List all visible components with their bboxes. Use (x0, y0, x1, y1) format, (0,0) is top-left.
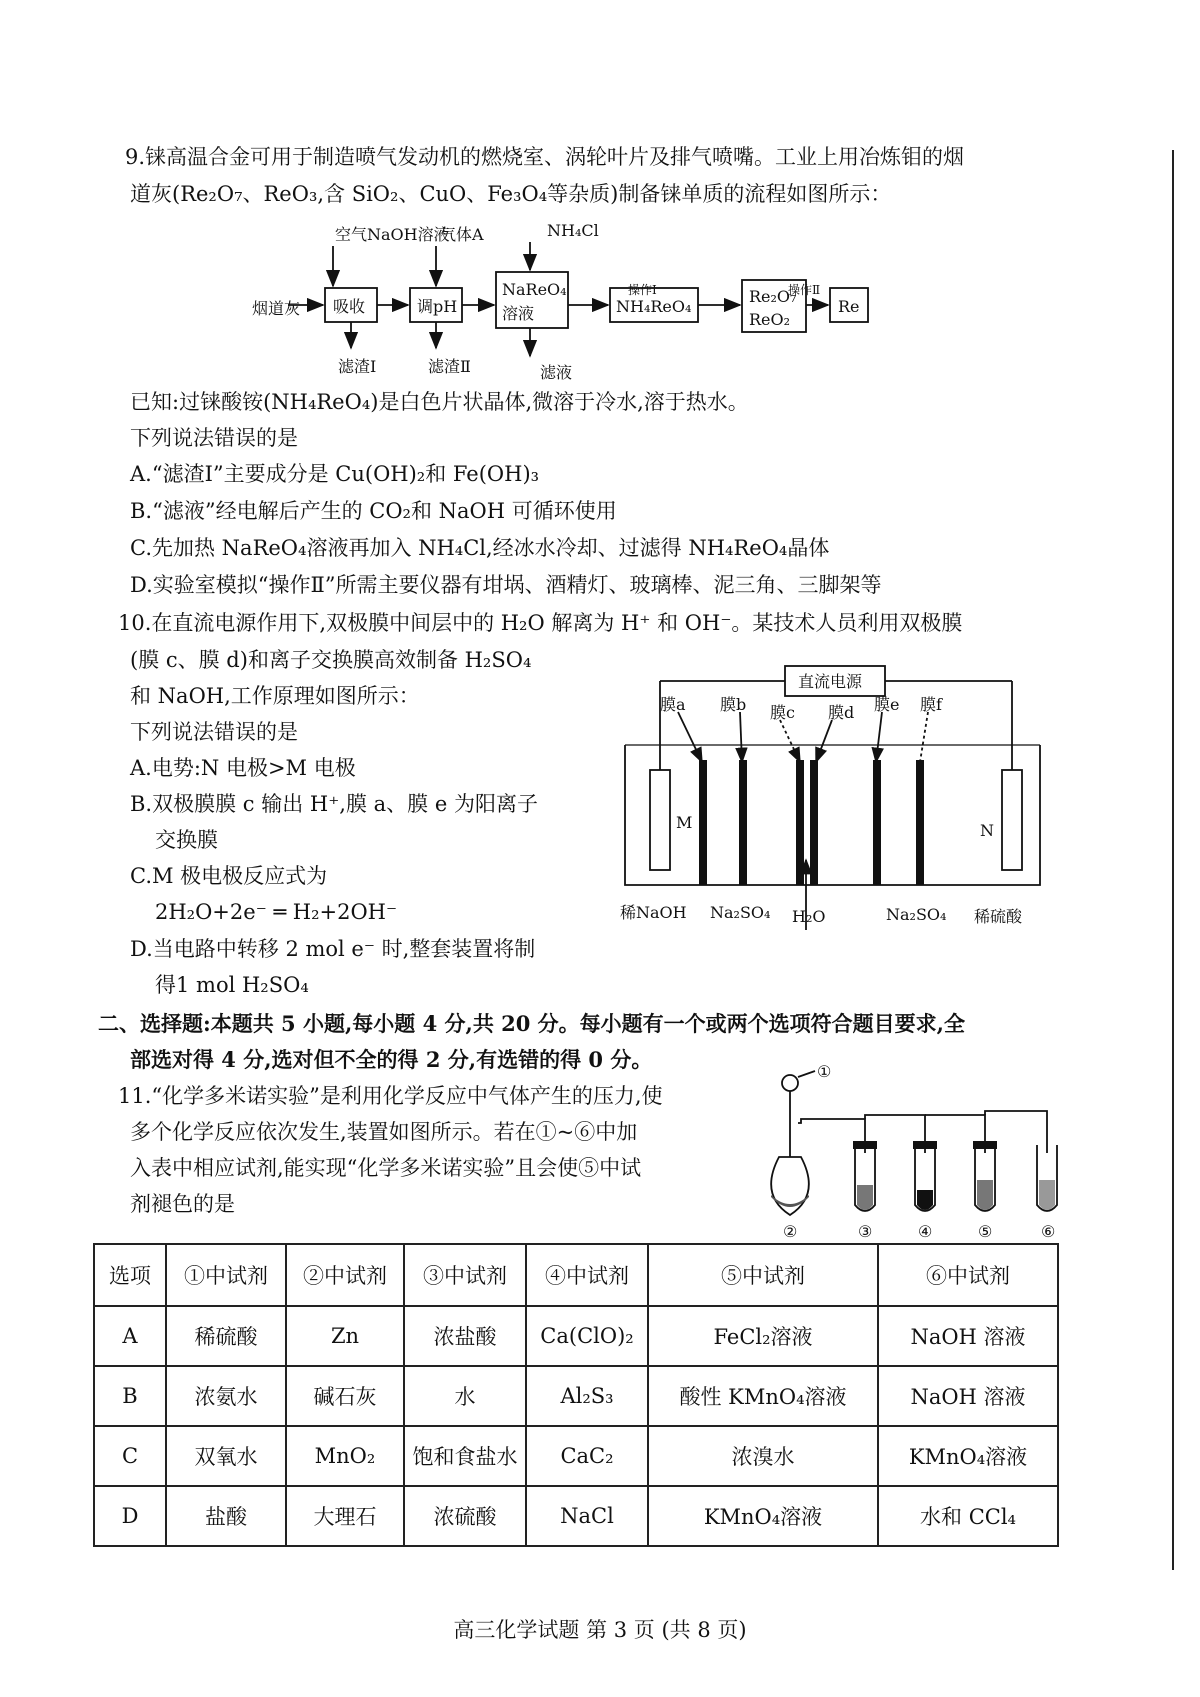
membrane-e (873, 760, 881, 885)
q9-option-d: D.实验室模拟“操作Ⅱ”所需主要仪器有坩埚、酒精灯、玻璃棒、泥三角、三脚架等 (130, 573, 882, 597)
table-header: ①中试剂 (166, 1244, 286, 1306)
flow-input-air-naoh: 空气NaOH溶液 (335, 225, 450, 244)
flow-input-nh4cl: NH₄Cl (547, 222, 599, 240)
electrode-m-label: M (676, 813, 693, 832)
table-cell: CaC₂ (526, 1426, 648, 1486)
q10-line3: 和 NaOH,工作原理如图所示： (130, 684, 420, 708)
q10-electrolysis-figure (620, 660, 1060, 980)
membrane-b (739, 760, 747, 885)
q11-line4: 剂褪色的是 (130, 1192, 235, 1216)
q9-line1: 9.铼高温合金可用于制造喷气发动机的燃烧室、涡轮叶片及排气喷嘴。工业上用冶炼钼的烟 (125, 145, 965, 169)
q10-option-b-line2: 交换膜 (155, 828, 218, 852)
q9-flowchart (230, 222, 990, 390)
table-cell: 大理石 (286, 1486, 404, 1546)
table-row (94, 1486, 1058, 1546)
table-cell: 饱和食盐水 (404, 1426, 526, 1486)
membrane-f (916, 760, 924, 885)
table-header: ③中试剂 (404, 1244, 526, 1306)
table-cell: NaOH 溶液 (878, 1366, 1058, 1426)
table-cell: 浓盐酸 (404, 1306, 526, 1366)
table-cell: 盐酸 (166, 1486, 286, 1546)
q10-line2: (膜 c、膜 d)和离子交换膜高效制备 H₂SO₄ (130, 648, 532, 672)
apparatus-mark-4: ④ (918, 1222, 933, 1240)
table-header: 选项 (94, 1244, 166, 1306)
bottom-label-na2so4-left: Na₂SO₄ (710, 903, 771, 922)
bottom-label-dilute-naoh: 稀NaOH (620, 903, 687, 922)
electrode-m (650, 770, 670, 870)
table-cell: 水和 CCl₄ (878, 1486, 1058, 1546)
q9-option-c: C.先加热 NaReO₄溶液再加入 NH₄Cl,经冰水冷却、过滤得 NH₄ReO₄晶体 (130, 536, 830, 560)
table-cell: KMnO₄溶液 (878, 1426, 1058, 1486)
table-header: ④中试剂 (526, 1244, 648, 1306)
q9-ask: 下列说法错误的是 (130, 426, 298, 450)
flow-op2: 操作Ⅱ (788, 283, 821, 297)
flow-start: 烟道灰 (252, 299, 301, 318)
bottom-label-dilute-h2so4: 稀硫酸 (974, 907, 1023, 926)
q9-line2: 道灰(Re₂O₇、ReO₃,含 SiO₂、CuO、Fe₃O₄等杂质)制备铼单质的流程如图所示： (130, 182, 892, 206)
q11-line1: 11.“化学多米诺实验”是利用化学反应中气体产生的压力,使 (118, 1084, 663, 1108)
flow-op1: 操作Ⅰ (628, 283, 657, 297)
flow-box-nareo4-label2: 溶液 (502, 304, 535, 323)
q10-option-c-line1: C.M 极电极反应式为 (130, 864, 328, 888)
membrane-d-label: 膜d (828, 703, 855, 722)
flow-out1: 滤渣Ⅰ (338, 357, 377, 376)
table-header: ⑤中试剂 (648, 1244, 878, 1306)
table-header-row (94, 1244, 1058, 1306)
table-cell: NaCl (526, 1486, 648, 1546)
table-header: ②中试剂 (286, 1244, 404, 1306)
power-supply-label: 直流电源 (798, 672, 863, 691)
q10-option-d-line1: D.当电路中转移 2 mol e⁻ 时,整套装置将制 (130, 937, 536, 961)
q11-line2: 多个化学反应依次发生,装置如图所示。若在①~⑥中加 (130, 1120, 638, 1144)
table-cell: D (94, 1486, 166, 1546)
membrane-a (699, 760, 707, 885)
table-row (94, 1426, 1058, 1486)
table-header: ⑥中试剂 (878, 1244, 1058, 1306)
apparatus-mark-1: ① (817, 1065, 832, 1081)
flow-box-re-label: Re (838, 297, 860, 316)
table-cell: 水 (404, 1366, 526, 1426)
flow-input-gas-a: 气体A (440, 225, 484, 244)
electrode-n (1002, 770, 1022, 870)
q11-line3: 入表中相应试剂,能实现“化学多米诺实验”且会使⑤中试 (130, 1156, 642, 1180)
membrane-f-label: 膜f (920, 695, 942, 714)
electrode-n-label: N (980, 821, 994, 840)
table-row (94, 1366, 1058, 1426)
flow-box-nareo4-label1: NaReO₄ (502, 280, 567, 299)
q9-option-a: A.“滤渣Ⅰ”主要成分是 Cu(OH)₂和 Fe(OH)₃ (130, 462, 540, 486)
table-cell: A (94, 1306, 166, 1366)
q10-option-d-line2: 得1 mol H₂SO₄ (155, 973, 309, 997)
table-cell: KMnO₄溶液 (648, 1486, 878, 1546)
flow-box-absorb-label: 吸收 (333, 297, 366, 316)
q11-apparatus-figure (765, 1065, 1080, 1240)
table-cell: 稀硫酸 (166, 1306, 286, 1366)
apparatus-mark-6: ⑥ (1041, 1222, 1056, 1240)
table-cell: C (94, 1426, 166, 1486)
table-cell: 酸性 KMnO₄溶液 (648, 1366, 878, 1426)
apparatus-mark-5: ⑤ (978, 1222, 993, 1240)
membrane-e-label: 膜e (874, 695, 900, 714)
table-cell: MnO₂ (286, 1426, 404, 1486)
q11-options-table (93, 1243, 1059, 1547)
table-cell: B (94, 1366, 166, 1426)
table-cell: Ca(ClO)₂ (526, 1306, 648, 1366)
membrane-c-label: 膜c (770, 703, 795, 722)
q10-option-b-line1: B.双极膜膜 c 输出 H⁺,膜 a、膜 e 为阳离子 (130, 792, 538, 816)
table-cell: Zn (286, 1306, 404, 1366)
table-cell: FeCl₂溶液 (648, 1306, 878, 1366)
membrane-c (796, 760, 804, 885)
q9-known: 已知:过铼酸铵(NH₄ReO₄)是白色片状晶体,微溶于冷水,溶于热水。 (130, 390, 749, 414)
flow-box-oxides-label1: Re₂O₇ (749, 287, 797, 306)
q10-option-c-line2: 2H₂O+2e⁻ ═ H₂+2OH⁻ (155, 900, 398, 924)
apparatus-mark-2: ② (783, 1222, 798, 1240)
table-cell: 碱石灰 (286, 1366, 404, 1426)
q9-option-b: B.“滤液”经电解后产生的 CO₂和 NaOH 可循环使用 (130, 499, 617, 523)
membrane-b-label: 膜b (720, 695, 747, 714)
membrane-a-label: 膜a (660, 695, 686, 714)
page-footer: 高三化学试题 第 3 页 (共 8 页) (453, 1618, 747, 1642)
table-row (94, 1306, 1058, 1366)
bottom-label-na2so4-right: Na₂SO₄ (886, 905, 947, 924)
table-cell: Al₂S₃ (526, 1366, 648, 1426)
table-cell: 浓氨水 (166, 1366, 286, 1426)
q10-line1: 10.在直流电源作用下,双极膜中间层中的 H₂O 解离为 H⁺ 和 OH⁻。某技术人员利用双极膜 (118, 611, 963, 635)
membrane-d (810, 760, 818, 885)
flow-box-oxides-label2: ReO₂ (749, 310, 791, 329)
flow-box-ph-label: 调pH (417, 297, 458, 316)
bottom-label-water: H₂O (792, 907, 826, 926)
q10-ask: 下列说法错误的是 (130, 720, 298, 744)
flow-out3: 滤液 (540, 363, 573, 382)
table-cell: NaOH 溶液 (878, 1306, 1058, 1366)
flow-out2: 滤渣Ⅱ (428, 357, 471, 376)
table-cell: 双氧水 (166, 1426, 286, 1486)
table-cell: 浓硫酸 (404, 1486, 526, 1546)
q10-option-a: A.电势:N 电极>M 电极 (130, 756, 356, 780)
apparatus-mark-3: ③ (858, 1222, 873, 1240)
section2-line2: 部选对得 4 分,选对但不全的得 2 分,有选错的得 0 分。 (130, 1047, 653, 1072)
section2-line1: 二、选择题:本题共 5 小题,每小题 4 分,共 20 分。每小题有一个或两个选项符合题目要求,全 (98, 1011, 965, 1036)
table-cell: 浓溴水 (648, 1426, 878, 1486)
margin-rule (1172, 150, 1174, 1570)
flow-box-nh4reo4-label: NH₄ReO₄ (616, 297, 692, 316)
